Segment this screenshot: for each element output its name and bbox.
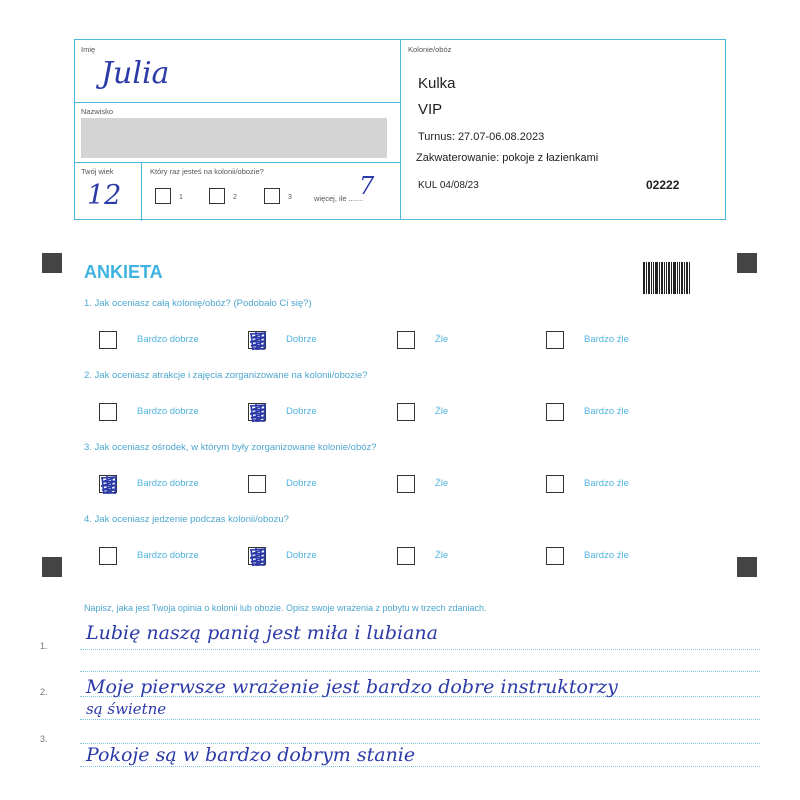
registration-mark-top-left xyxy=(42,253,62,273)
times-option-3: 3 xyxy=(288,194,292,201)
answer-line-3b xyxy=(80,766,760,767)
q3-option-1-checkbox[interactable] xyxy=(99,475,117,493)
q2-option-1-checkbox[interactable] xyxy=(99,403,117,421)
header-divider xyxy=(400,40,401,219)
question-3: 3. Jak oceniasz ośrodek, w którym były zorganizowane kolonie/obóz? xyxy=(84,442,377,453)
age-divider xyxy=(141,162,142,221)
header-box xyxy=(74,39,726,220)
age-label: Twój wiek xyxy=(81,167,114,176)
q3-option-2-checkbox[interactable] xyxy=(248,475,266,493)
times-checkbox-2[interactable] xyxy=(209,188,225,204)
q4-option-2-label: Dobrze xyxy=(286,550,317,561)
q4-option-4-checkbox[interactable] xyxy=(546,547,564,565)
q3-option-3-checkbox[interactable] xyxy=(397,475,415,493)
answer-line-1a xyxy=(80,649,760,650)
surname-redaction xyxy=(81,118,387,158)
q4-option-2-checkbox[interactable] xyxy=(248,547,266,565)
name-divider xyxy=(75,102,400,103)
q3-option-1-label: Bardzo dobrze xyxy=(137,478,199,489)
checkmark-scribble-icon xyxy=(247,402,269,424)
question-2: 2. Jak oceniasz atrakcje i zajęcia zorganizowane na kolonii/obozie? xyxy=(84,370,368,381)
q3-option-2-label: Dobrze xyxy=(286,478,317,489)
handwritten-sentence-2-continued: są świetne xyxy=(86,700,167,718)
surname-label: Nazwisko xyxy=(81,107,114,116)
registration-mark-bottom-left xyxy=(42,557,62,577)
q2-option-3-checkbox[interactable] xyxy=(397,403,415,421)
q1-option-2-checkbox[interactable] xyxy=(248,331,266,349)
line-number-3: 3. xyxy=(40,734,48,744)
q2-option-2-label: Dobrze xyxy=(286,406,317,417)
handwritten-sentence-2: Moje pierwsze wrażenie jest bardzo dobre instruktorzy xyxy=(86,676,618,698)
q3-option-3-label: Źle xyxy=(435,478,449,489)
q4-option-4-label: Bardzo źle xyxy=(584,550,629,561)
turnus: Turnus: 27.07-06.08.2023 xyxy=(418,131,545,143)
q3-option-4-checkbox[interactable] xyxy=(546,475,564,493)
q1-option-4-label: Bardzo źle xyxy=(584,334,629,345)
checkmark-scribble-icon xyxy=(247,330,269,352)
q4-option-1-label: Bardzo dobrze xyxy=(137,550,199,561)
q2-option-4-checkbox[interactable] xyxy=(546,403,564,421)
times-checkbox-1[interactable] xyxy=(155,188,171,204)
surname-divider xyxy=(75,162,400,163)
q2-option-2-checkbox[interactable] xyxy=(248,403,266,421)
question-4: 4. Jak oceniasz jedzenie podczas kolonii/obozu? xyxy=(84,514,289,525)
handwritten-sentence-1: Lubię naszą panią jest miła i lubiana xyxy=(86,622,438,644)
q1-option-1-checkbox[interactable] xyxy=(99,331,117,349)
times-checkbox-3[interactable] xyxy=(264,188,280,204)
times-label: Który raz jesteś na kolonii/obozie? xyxy=(150,167,264,176)
accommodation: Zakwaterowanie: pokoje z łazienkami xyxy=(416,152,599,164)
question-1: 1. Jak oceniasz całą kolonię/obóz? (Podobało Ci się?) xyxy=(84,298,312,309)
answer-line-1b xyxy=(80,671,760,672)
q1-option-2-label: Dobrze xyxy=(286,334,317,345)
more-value: 7 xyxy=(359,172,375,200)
survey-title: ANKIETA xyxy=(84,262,163,282)
q1-option-1-label: Bardzo dobrze xyxy=(137,334,199,345)
age-value: 12 xyxy=(87,180,122,211)
q3-option-4-label: Bardzo źle xyxy=(584,478,629,489)
line-number-1: 1. xyxy=(40,641,48,651)
q2-option-4-label: Bardzo źle xyxy=(584,406,629,417)
q2-option-3-label: Źle xyxy=(435,406,449,417)
q4-option-1-checkbox[interactable] xyxy=(99,547,117,565)
checkmark-scribble-icon xyxy=(247,546,269,568)
opinion-instruction: Napisz, jaka jest Twoja opinia o kolonii lub obozie. Opisz swoje wrażenia z pobytu w trzech zdaniach. xyxy=(84,603,487,613)
q1-option-3-checkbox[interactable] xyxy=(397,331,415,349)
q1-option-4-checkbox[interactable] xyxy=(546,331,564,349)
name-label: Imię xyxy=(81,45,96,54)
camp-name: Kulka xyxy=(418,75,456,92)
registration-mark-bottom-right xyxy=(737,557,757,577)
registration-mark-top-right xyxy=(737,253,757,273)
q4-option-3-checkbox[interactable] xyxy=(397,547,415,565)
line-number-2: 2. xyxy=(40,687,48,697)
q1-option-3-label: Źle xyxy=(435,334,449,345)
camp-type: VIP xyxy=(418,101,443,118)
answer-line-2b xyxy=(80,719,760,720)
checkmark-scribble-icon xyxy=(98,474,120,496)
form-number: 02222 xyxy=(646,178,680,192)
camp-code: KUL 04/08/23 xyxy=(418,180,479,191)
times-option-2: 2 xyxy=(233,194,237,201)
barcode xyxy=(643,262,696,294)
times-option-1: 1 xyxy=(179,194,183,201)
camp-label: Kolonie/obóz xyxy=(408,45,452,54)
q4-option-3-label: Źle xyxy=(435,550,449,561)
q2-option-1-label: Bardzo dobrze xyxy=(137,406,199,417)
handwritten-sentence-3: Pokoje są w bardzo dobrym stanie xyxy=(86,744,416,766)
name-value: Julia xyxy=(101,56,170,91)
more-label: więcej, ile ....... xyxy=(314,194,364,203)
